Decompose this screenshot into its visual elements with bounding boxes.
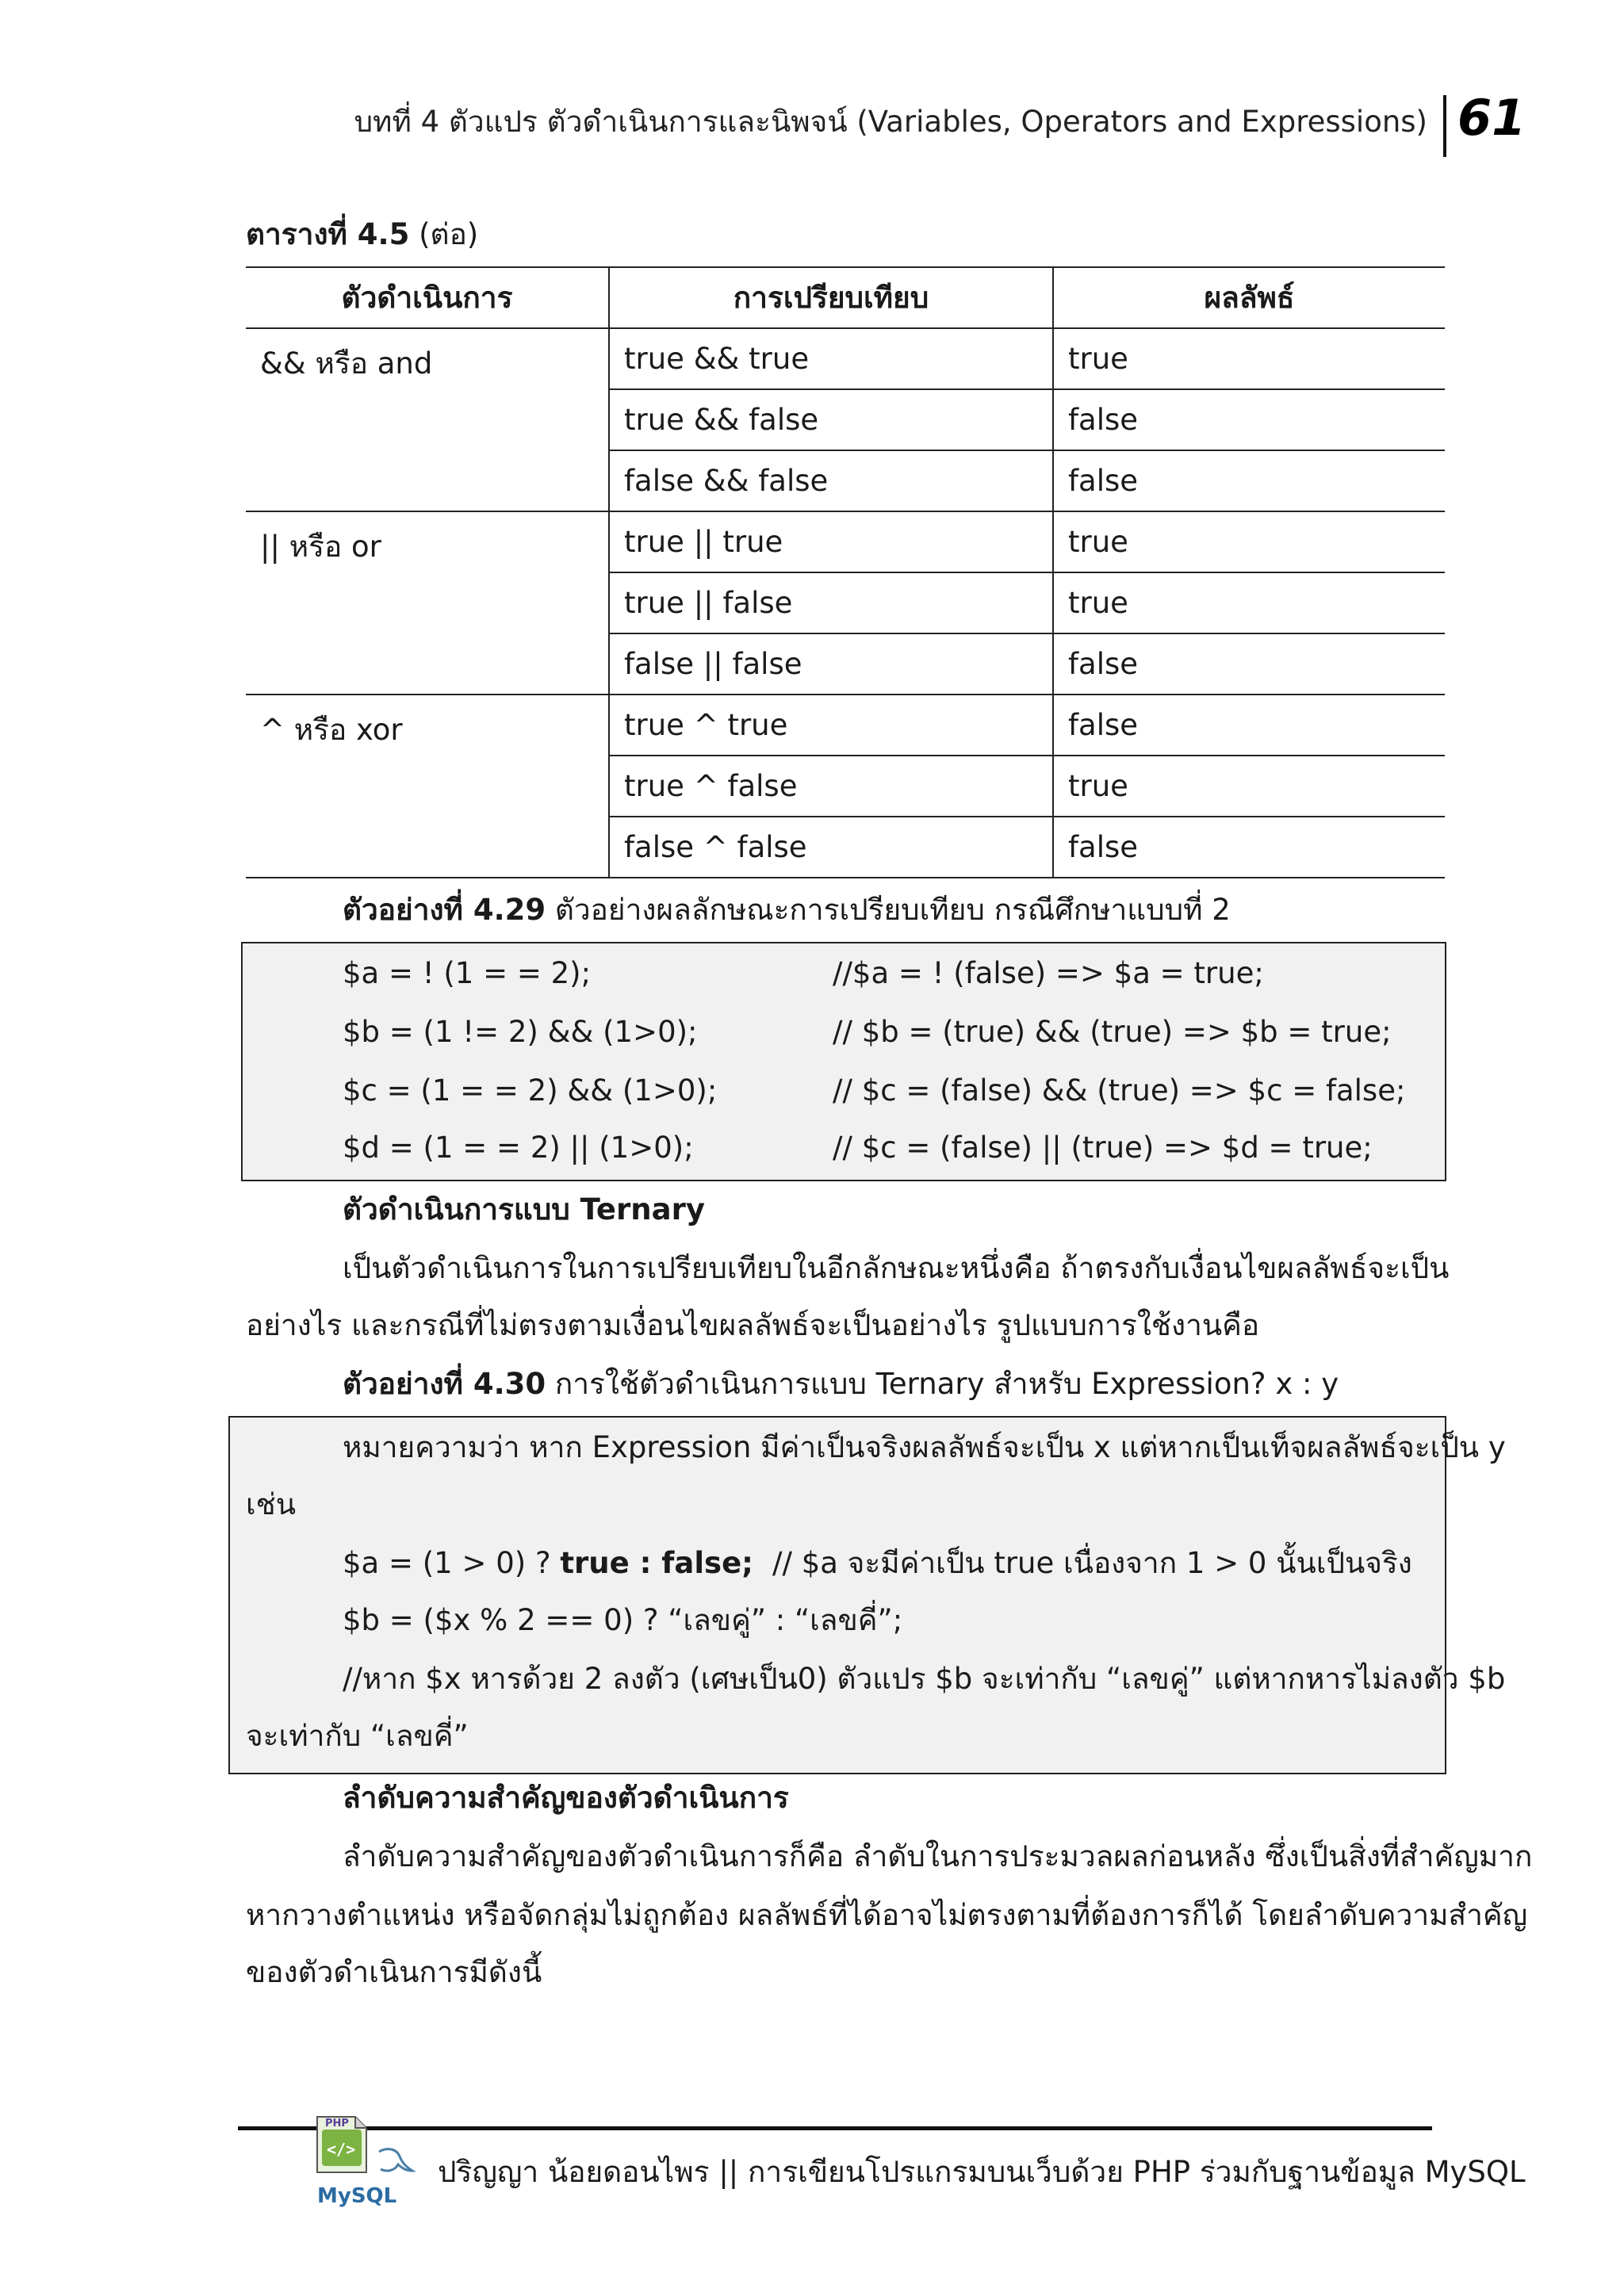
code-line: $c = (1 = = 2) && (1>0); [343, 1073, 718, 1108]
header-result: ผลลัพธ์ [1053, 267, 1445, 328]
table-caption [246, 216, 478, 254]
comparison-cell: true || false [609, 572, 1053, 633]
comparison-cell: true || true [609, 511, 1053, 572]
table-caption-suffix: (ต่อ) [409, 217, 479, 251]
running-header: บทที่ 4 ตัวแปร ตัวดำเนินการและนิพจน์ (Variables, Operators and Expressions) [354, 105, 1427, 139]
result-cell: false [1053, 817, 1445, 878]
code-comment: // $c = (false) || (true) => $d = true; [833, 1131, 1373, 1165]
result-cell: true [1053, 572, 1445, 633]
comparison-cell: true && true [609, 328, 1053, 389]
code-line: $d = (1 = = 2) || (1>0); [343, 1131, 694, 1165]
result-cell: true [1053, 328, 1445, 389]
example-430-caption [343, 1365, 1339, 1403]
example-description: การใช้ตัวดำเนินการแบบ Ternary สำหรับ Expression? x : y [546, 1367, 1339, 1401]
comparison-cell: true ^ false [609, 756, 1053, 817]
example-label: ตัวอย่างที่ 4.30 [343, 1367, 546, 1401]
code-comment: // $c = (false) && (true) => $c = false; [833, 1073, 1406, 1108]
code-comment: //$a = ! (false) => $a = true; [833, 956, 1264, 990]
comparison-cell: false ^ false [609, 817, 1053, 878]
code-line: $a = ! (1 = = 2); [343, 956, 592, 990]
result-cell: true [1053, 756, 1445, 817]
table-row [246, 695, 1445, 756]
example-label: ตัวอย่างที่ 4.29 [343, 893, 546, 927]
code-comment: // $a จะมีค่าเป็น true เนื่องจาก 1 > 0 นั้นเป็นจริง [772, 1546, 1412, 1580]
code-a-prefix: $a = (1 > 0) ? [343, 1546, 561, 1580]
comparison-cell: false || false [609, 633, 1053, 695]
operator-cell: && หรือ and [260, 346, 433, 381]
header-comparison: การเปรียบเทียบ [609, 267, 1053, 328]
operator-cell: || หรือ or [246, 511, 609, 695]
ternary-paragraph-line: เป็นตัวดำเนินการในการเปรียบเทียบในอีกลักษณะหนึ่งคือ ถ้าตรงกับเงื่อนไขผลลัพธ์จะเป็น [343, 1251, 1450, 1285]
precedence-paragraph-line: หากวางตำแหน่ง หรือจัดกลุ่มไม่ถูกต้อง ผลลัพธ์ที่ได้อาจไม่ตรงตามที่ต้องการก็ได้ โดยลำดับความสำคัญ [246, 1898, 1528, 1932]
precedence-paragraph-line: ลำดับความสำคัญของตัวดำเนินการก็คือ ลำดับในการประมวลผลก่อนหลัง ซึ่งเป็นสิ่งที่สำคัญมาก [343, 1839, 1533, 1873]
logo-php-text: PHP [325, 2118, 349, 2130]
code-line [343, 1544, 753, 1582]
logo-code-glyph: </> [327, 2140, 356, 2159]
operators-table [246, 266, 1445, 878]
code-comment: // $b = (true) && (true) => $b = true; [833, 1015, 1392, 1049]
code-line: $b = (1 != 2) && (1>0); [343, 1015, 698, 1049]
precedence-paragraph-line: ของตัวดำเนินการมีดังนี้ [246, 1955, 542, 1989]
table-row [246, 328, 1445, 389]
comparison-cell: false && false [609, 450, 1053, 511]
example-429-caption [343, 891, 1231, 929]
ternary-paragraph-line: อย่างไร และกรณีที่ไม่ตรงตามเงื่อนไขผลลัพธ์จะเป็นอย่างไร รูปแบบการใช้งานคือ [246, 1308, 1260, 1342]
operator-cell: ^ หรือ xor [246, 695, 609, 878]
result-cell: false [1053, 389, 1445, 450]
code-box-text: หมายความว่า หาก Expression มีค่าเป็นจริงผลลัพธ์จะเป็น x แต่หากเป็นเท็จผลลัพธ์จะเป็น y [343, 1430, 1506, 1464]
precedence-heading: ลำดับความสำคัญของตัวดำเนินการ [343, 1781, 789, 1815]
ternary-heading: ตัวดำเนินการแบบ Ternary [343, 1192, 705, 1226]
code-a-bold: true : false; [560, 1546, 753, 1580]
header-divider [1443, 95, 1446, 157]
php-mysql-logo [309, 2110, 428, 2210]
page-number: 61 [1457, 89, 1526, 147]
example-description: ตัวอย่างผลลักษณะการเปรียบเทียบ กรณีศึกษาแบบที่ 2 [546, 893, 1231, 927]
table-header-row [246, 267, 1445, 328]
code-comment: //หาก $x หารด้วย 2 ลงตัว (เศษเป็น0) ตัวแปร $b จะเท่ากับ “เลขคู่” แต่หากหารไม่ลงตัว $b [343, 1662, 1506, 1696]
php-mysql-logo-icon [309, 2110, 428, 2210]
table-row [246, 511, 1445, 572]
result-cell: false [1053, 450, 1445, 511]
code-box-text: เช่น [246, 1487, 297, 1521]
code-comment: จะเท่ากับ “เลขคี่” [246, 1719, 469, 1753]
result-cell: true [1053, 511, 1445, 572]
code-line: $b = ($x % 2 == 0) ? “เลขคู่” : “เลขคี่”; [343, 1603, 903, 1637]
logo-mysql-text: MySQL [317, 2184, 397, 2208]
header-operator: ตัวดำเนินการ [341, 281, 513, 315]
result-cell: false [1053, 695, 1445, 756]
comparison-cell: true && false [609, 389, 1053, 450]
table-caption-label: ตารางที่ 4.5 [246, 217, 410, 251]
result-cell: false [1053, 633, 1445, 695]
footer-text: ปริญญา น้อยดอนไพร || การเขียนโปรแกรมบนเว็บด้วย PHP ร่วมกับฐานข้อมูล MySQL [438, 2155, 1526, 2189]
comparison-cell: true ^ true [609, 695, 1053, 756]
